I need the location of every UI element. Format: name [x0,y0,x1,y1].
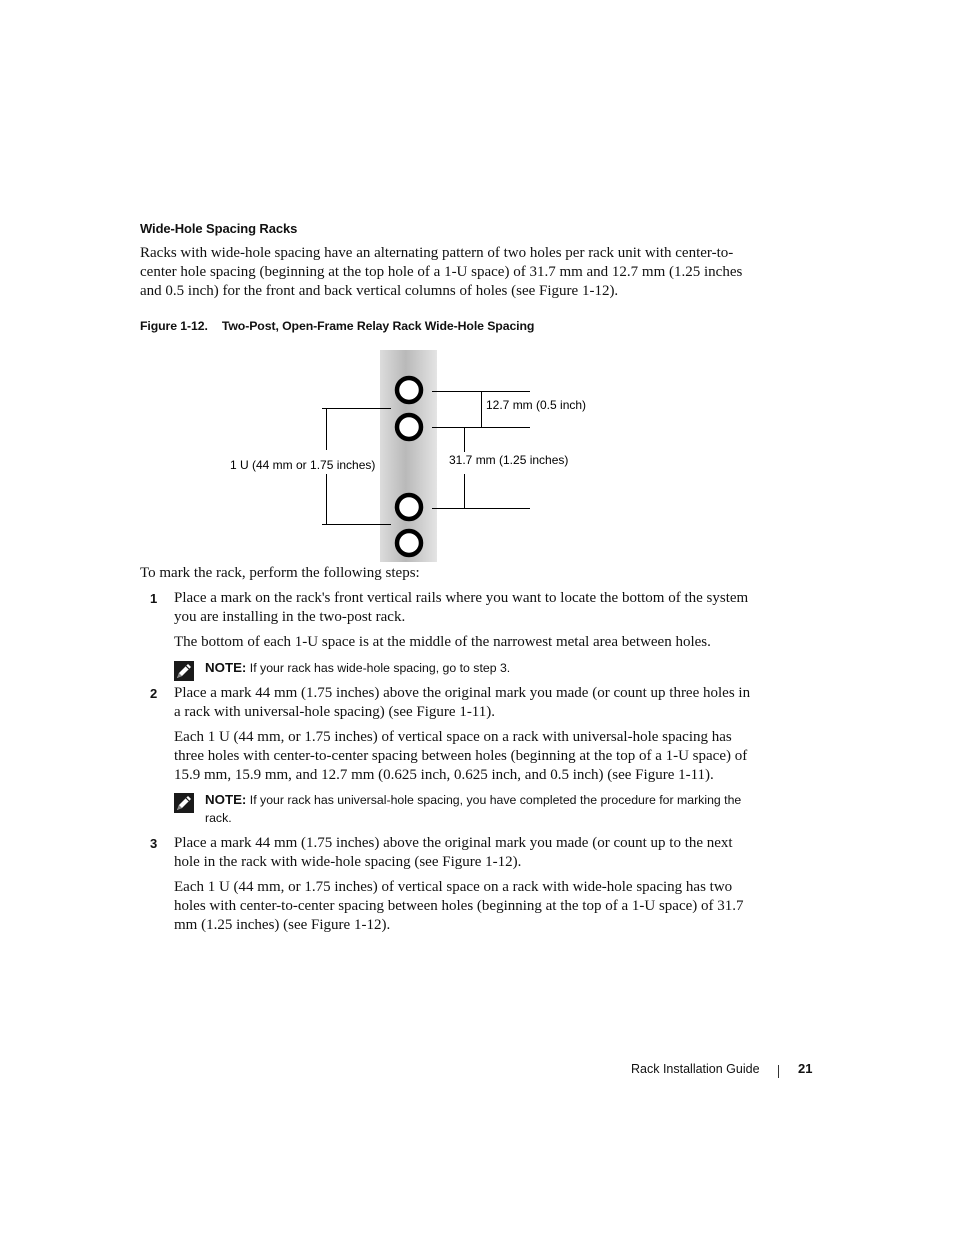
step-detail: Each 1 U (44 mm, or 1.75 inches) of vertical space on a rack with universal-hole spacing has three holes with center-to-center spacing between holes (beginning at the top of a 1-U space) of 15.9 mm, 15.9 mm, and 12.7 mm (0.625 inch, 0.625 inch, and 0.5 inch) (see Figure 1-11). [174,729,748,783]
rack-diagram [220,350,587,562]
footer-title: Rack Installation Guide [631,1062,760,1076]
footer-separator [778,1065,779,1078]
step-text: Place a mark on the rack's front vertical rails where you want to locate the bottom of the system you are installing in the two-post rack. [174,590,749,625]
note [174,791,754,829]
section-heading: Wide-Hole Spacing Racks [140,221,298,236]
step-text: Place a mark 44 mm (1.75 inches) above the original mark you made (or count up three holes in a rack with universal-hole spacing) (see Figure 1-11). [174,685,751,720]
step-number: 2 [150,686,158,701]
note-text: If your rack has wide-hole spacing, go to step 3. [249,661,511,675]
note-pencil-icon [174,793,194,813]
rack-hole [397,495,421,519]
label-31-7mm: 31.7 mm (1.25 inches) [449,453,569,467]
rack-hole [397,531,421,555]
label-1u: 1 U (44 mm or 1.75 inches) [230,458,376,472]
step-text: Place a mark 44 mm (1.75 inches) above the original mark you made (or count up to the next hole in the rack with wide-hole spacing (see Figure 1-12). [174,835,733,870]
note-label: NOTE: [205,792,247,807]
note [174,659,754,681]
rack-hole [397,378,421,402]
rack-hole-spacing-figure [220,350,587,562]
step-detail: Each 1 U (44 mm, or 1.75 inches) of vertical space on a rack with wide-hole spacing has two holes with center-to-center spacing between holes (beginning at the top of a 1-U space) of 31.7 mm (1.25 inches) (see Figure 1-12). [174,879,744,933]
dimension-31-7mm [432,428,530,509]
page-number: 21 [798,1061,813,1076]
label-12-7mm: 12.7 mm (0.5 inch) [486,398,587,412]
rack-hole [397,415,421,439]
note-text: If your rack has universal-hole spacing, you have completed the procedure for marking the rack. [205,793,742,825]
step-detail: The bottom of each 1-U space is at the middle of the narrowest metal area between holes. [174,634,711,650]
procedure-lead: To mark the rack, perform the following steps: [140,565,420,581]
figure-number: Figure 1-12. [140,319,208,333]
figure-caption [140,319,534,333]
note-pencil-icon [174,661,194,681]
step-number: 1 [150,591,158,606]
figure-title: Two-Post, Open-Frame Relay Rack Wide-Hole Spacing [221,319,535,333]
intro-paragraph: Racks with wide-hole spacing have an alternating pattern of two holes per rack unit with center-to-center hole spacing (beginning at the top hole of a 1-U space) of 31.7 mm and 12.7 mm (1.25 inches and 0.5 inch) for the front and back vertical columns of holes (see Figure 1-12). [140,245,743,299]
note-label: NOTE: [205,660,247,675]
step-number: 3 [150,836,158,851]
